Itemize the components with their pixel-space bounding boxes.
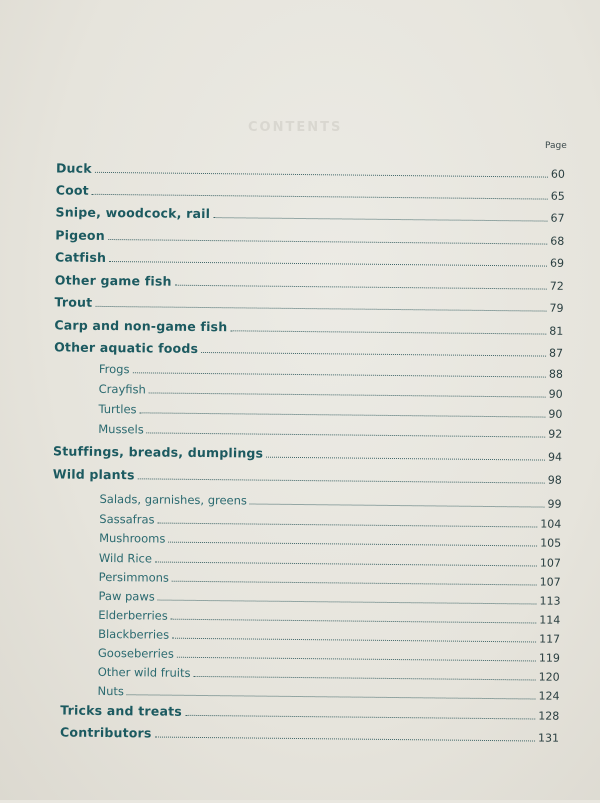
toc-entry-title: Contributors xyxy=(60,724,152,741)
toc-entry-elderberries xyxy=(98,608,560,627)
dot-leader xyxy=(108,239,547,245)
toc-entry-crayfish xyxy=(99,382,563,401)
dot-leader xyxy=(194,676,536,681)
toc-entry-page: 98 xyxy=(547,473,562,487)
toc-entry-paw-paws xyxy=(98,589,560,608)
page-column-label: Page xyxy=(545,141,567,151)
dot-leader xyxy=(158,600,537,605)
toc-entry-turtles xyxy=(98,402,562,421)
dot-leader xyxy=(132,372,545,377)
toc-entry-page: 92 xyxy=(548,427,563,441)
dot-leader xyxy=(127,694,536,699)
toc-entry-page: 131 xyxy=(537,731,560,745)
toc-entry-title: Other aquatic foods xyxy=(54,339,199,356)
toc-entry-salads xyxy=(99,492,561,511)
toc-entry-snipe xyxy=(55,204,564,224)
toc-entry-page: 79 xyxy=(549,301,564,315)
toc-entry-title: Mussels xyxy=(98,421,144,437)
toc-entry-title: Frogs xyxy=(98,361,130,377)
toc-entry-page: 117 xyxy=(539,632,561,646)
toc-entry-page: 120 xyxy=(538,670,560,684)
dot-leader xyxy=(185,715,535,720)
toc-entry-blackberries xyxy=(98,627,560,646)
toc-entry-page: 72 xyxy=(549,279,564,293)
toc-entry-page: 105 xyxy=(540,536,562,550)
toc-entry-page: 107 xyxy=(539,556,561,570)
toc-entry-title: Tricks and treats xyxy=(60,702,183,719)
dot-leader xyxy=(138,478,545,483)
dot-leader xyxy=(213,217,547,222)
toc-entry-gooseberries xyxy=(98,646,560,665)
dot-leader xyxy=(266,457,545,461)
toc-entry-title: Nuts xyxy=(97,683,125,699)
dot-leader xyxy=(155,737,535,742)
toc-entry-page: 119 xyxy=(538,651,560,665)
toc-entry-mussels xyxy=(98,422,562,441)
toc-entry-page: 65 xyxy=(550,189,565,203)
dot-leader xyxy=(175,285,547,290)
toc-entry-wild-rice xyxy=(99,551,561,570)
toc-entry-carp xyxy=(54,317,563,337)
toc-entry-page: 88 xyxy=(548,367,563,381)
dot-leader xyxy=(109,261,547,267)
toc-entry-duck xyxy=(56,160,565,180)
toc-entry-page: 114 xyxy=(539,613,561,627)
toc-entry-title: Trout xyxy=(54,294,93,310)
toc-entry-page: 128 xyxy=(538,709,560,723)
toc-entry-title: Duck xyxy=(55,160,92,176)
toc-entry-wild-plants xyxy=(53,466,562,486)
contents-heading: CONTENTS xyxy=(248,120,343,135)
toc-entry-title: Turtles xyxy=(98,401,137,417)
toc-entry-nuts xyxy=(97,684,559,703)
toc-entry-title: Other wild fruits xyxy=(97,664,191,680)
toc-entry-catfish xyxy=(55,249,564,269)
toc-entry-page: 90 xyxy=(548,387,563,401)
toc-entry-title: Snipe, woodcock, rail xyxy=(55,204,211,222)
dot-leader xyxy=(171,619,537,624)
dot-leader xyxy=(149,392,546,397)
toc-entry-page: 87 xyxy=(549,346,564,360)
dot-leader xyxy=(155,562,537,567)
dot-leader xyxy=(95,306,546,312)
toc-entry-page: 94 xyxy=(547,450,563,464)
toc-entry-title: Pigeon xyxy=(55,227,105,243)
dot-leader xyxy=(230,330,546,334)
dot-leader xyxy=(172,638,536,643)
toc-entry-other-game-fish xyxy=(55,272,564,292)
toc-entry-title: Stuffings, breads, dumplings xyxy=(52,443,264,461)
toc-entry-title: Other game fish xyxy=(54,272,172,289)
dot-leader xyxy=(95,172,548,178)
toc-entry-frogs xyxy=(99,362,563,381)
toc-entry-pigeon xyxy=(55,227,564,247)
toc-entry-page: 99 xyxy=(547,497,562,511)
toc-entry-mushrooms xyxy=(99,531,561,550)
toc-entry-contributors xyxy=(60,725,559,745)
toc-entry-page: 104 xyxy=(540,517,562,531)
toc-entry-title: Persimmons xyxy=(98,569,170,585)
dot-leader xyxy=(157,523,537,528)
toc-entry-page: 113 xyxy=(539,594,561,608)
toc-entry-title: Elderberries xyxy=(98,607,168,623)
toc-entry-page: 90 xyxy=(548,407,563,421)
toc-entry-title: Carp and non-game fish xyxy=(54,317,228,335)
toc-entry-page: 60 xyxy=(550,167,566,181)
toc-entry-page: 68 xyxy=(550,234,565,248)
toc-entry-tricks-and-treats xyxy=(60,703,559,723)
toc-entry-other-aquatic-foods xyxy=(54,339,563,359)
toc-entry-page: 107 xyxy=(539,575,561,589)
dot-leader xyxy=(140,412,546,417)
dot-leader xyxy=(172,581,537,586)
toc-entry-sassafras xyxy=(99,512,561,531)
toc-entry-trout xyxy=(55,294,564,314)
dot-leader xyxy=(92,194,548,200)
toc-entry-page: 67 xyxy=(550,211,565,225)
toc-entry-title: Coot xyxy=(55,182,89,198)
toc-entry-title: Wild plants xyxy=(52,466,135,483)
toc-entry-stuffings xyxy=(53,443,562,463)
toc-entry-persimmons xyxy=(99,570,561,589)
toc-entry-title: Paw paws xyxy=(98,588,155,604)
dot-leader xyxy=(201,352,546,357)
dot-leader xyxy=(177,657,536,662)
dot-leader xyxy=(168,542,537,547)
toc-entry-title: Gooseberries xyxy=(97,645,174,661)
toc-entry-title: Sassafras xyxy=(99,511,155,527)
toc-entry-title: Wild Rice xyxy=(98,550,153,566)
dot-leader xyxy=(250,503,545,507)
toc-entry-title: Crayfish xyxy=(98,381,146,397)
toc-entry-page: 124 xyxy=(538,689,560,703)
toc-entry-page: 81 xyxy=(549,324,564,338)
toc-entry-title: Catfish xyxy=(54,249,107,265)
dot-leader xyxy=(147,432,546,437)
toc-entry-title: Blackberries xyxy=(98,626,170,642)
toc-entry-other-wild-fruits xyxy=(98,665,560,684)
toc-entry-page: 69 xyxy=(549,256,565,270)
toc-entry-coot xyxy=(56,182,565,202)
toc-entry-title: Salads, garnishes, greens xyxy=(99,491,248,508)
toc-entry-title: Mushrooms xyxy=(99,530,166,546)
